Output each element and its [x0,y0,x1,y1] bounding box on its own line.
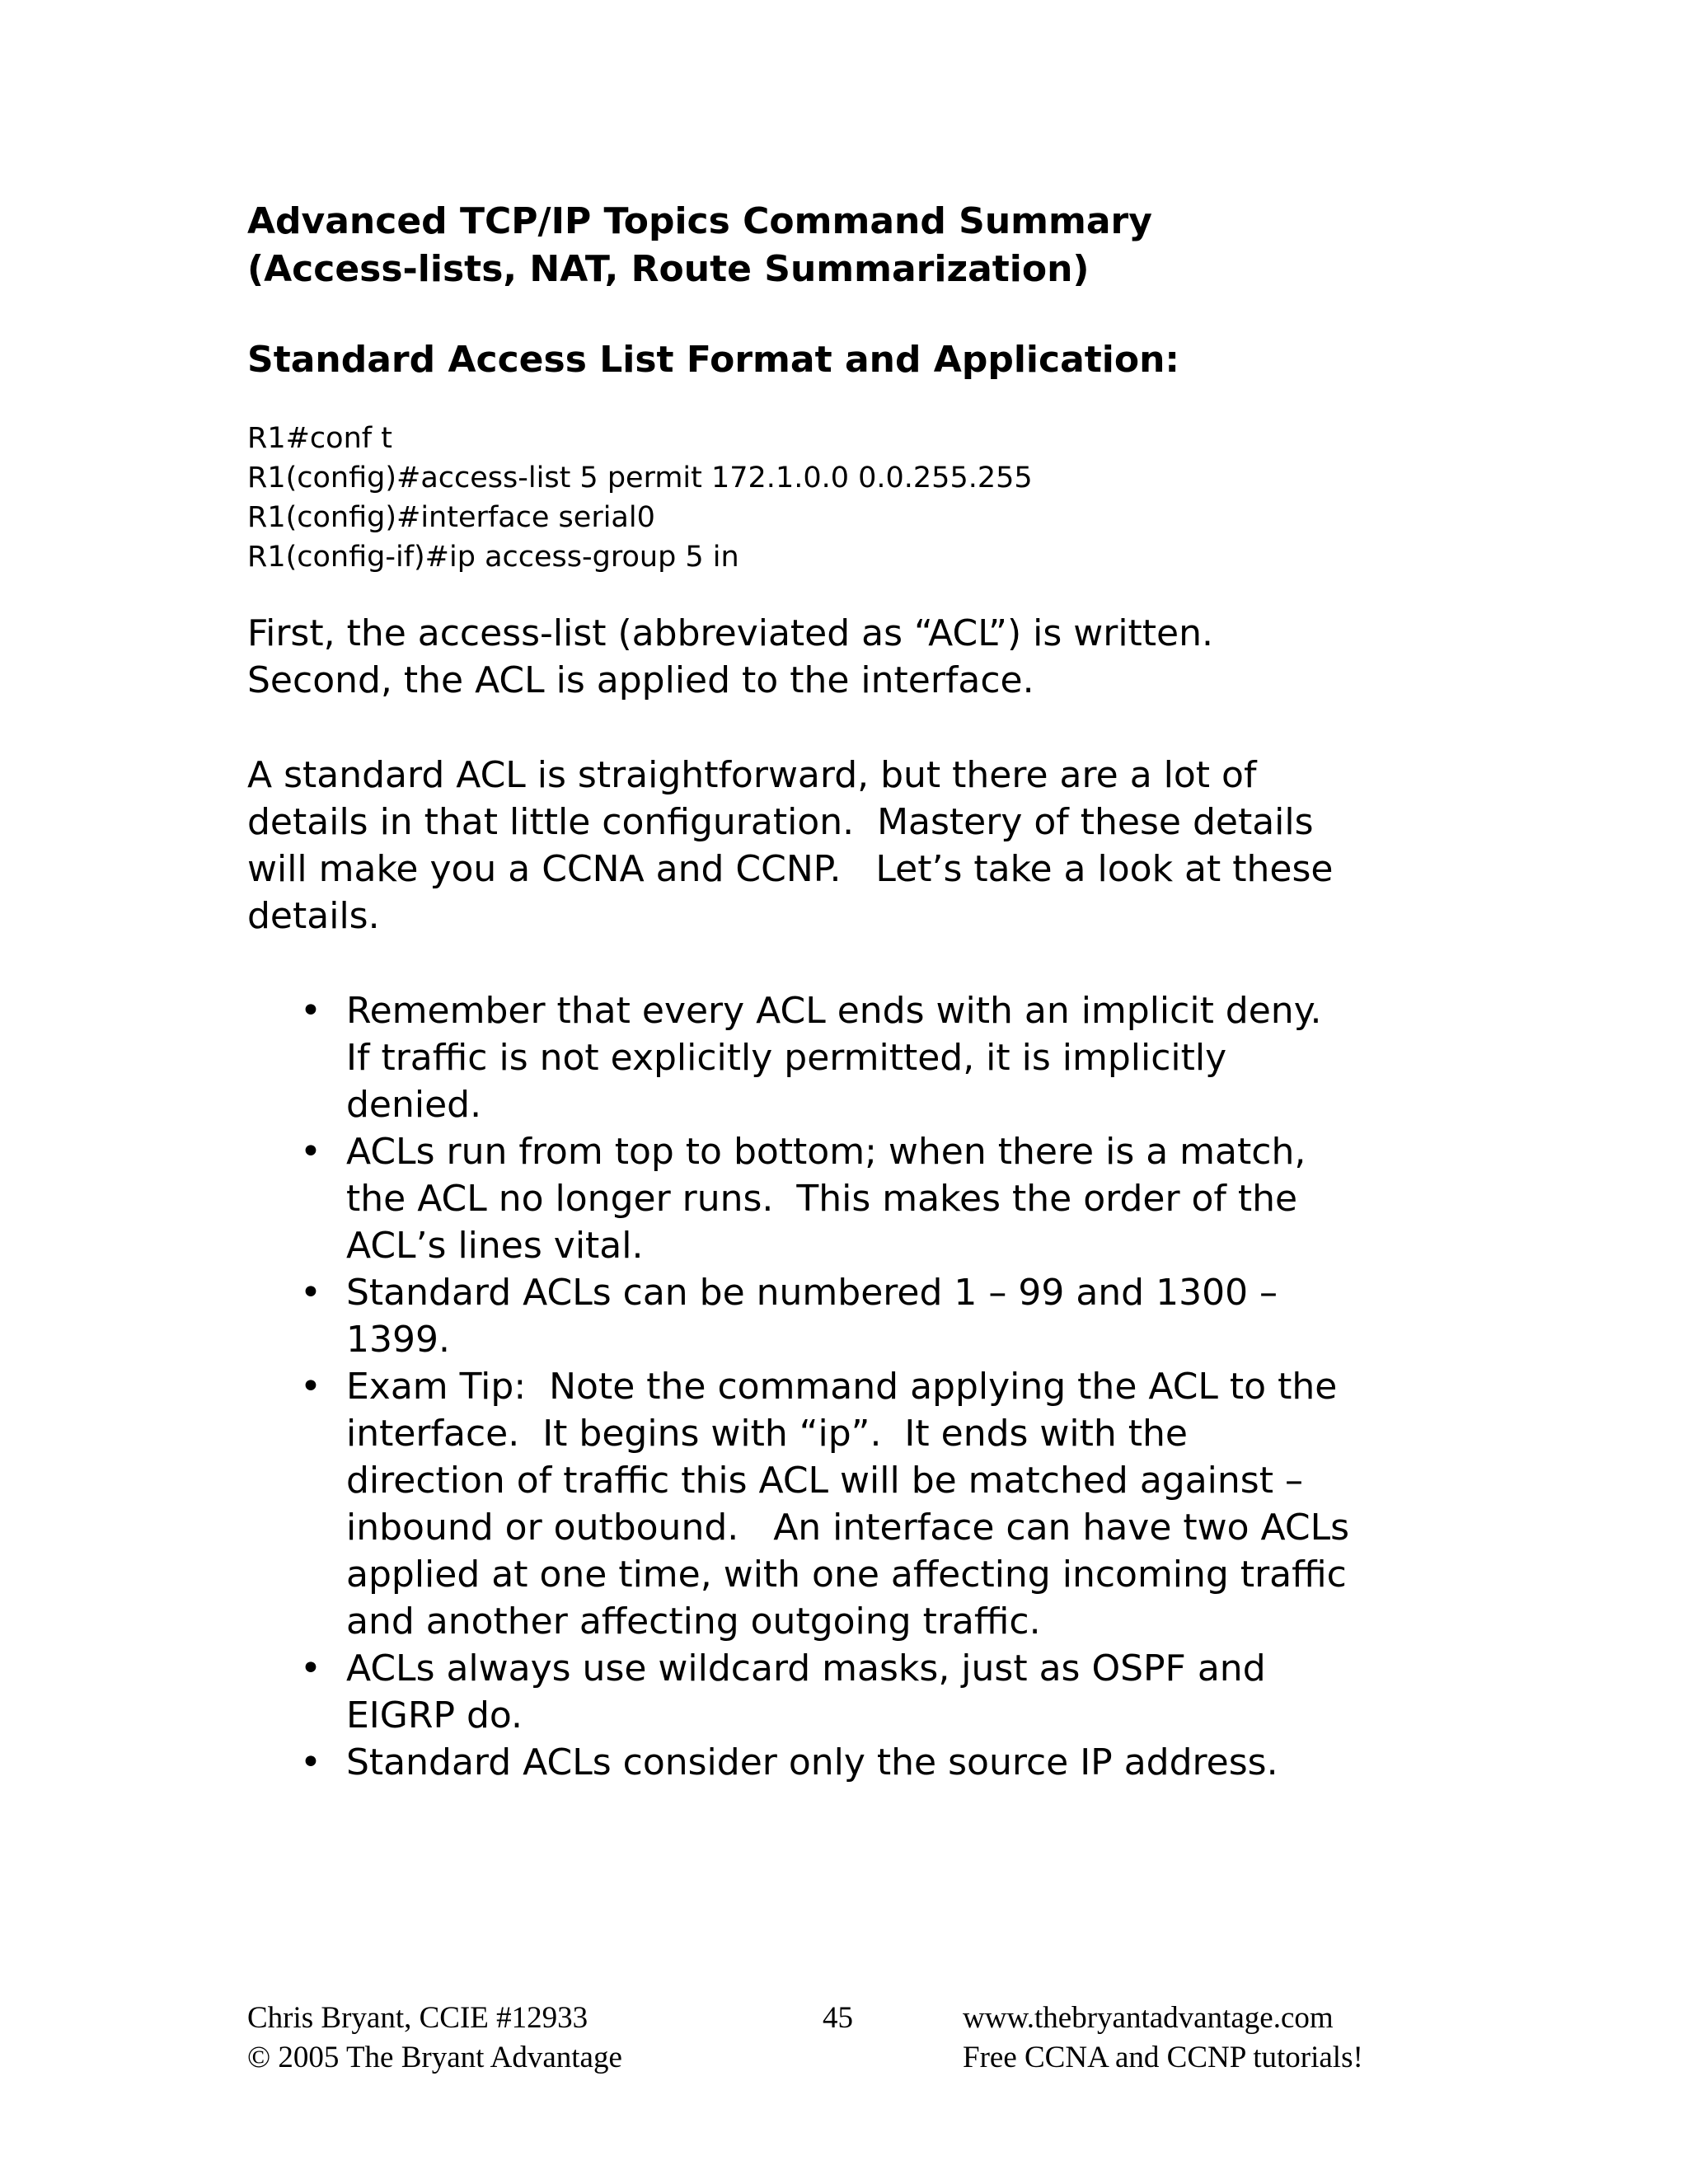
section-heading: Standard Access List Format and Application: [247,339,1180,381]
paragraph-line: will make you a CCNA and CCNP. Let’s take a look at these [247,848,1334,890]
config-code-block [247,419,1442,577]
list-item-line: EIGRP do. [346,1694,523,1736]
list-item-line: If traffic is not explicitly permitted, it is implicitly [346,1037,1227,1079]
bullet-icon: • [300,1131,321,1173]
list-item [247,1363,1442,1645]
title-line-1: Advanced TCP/IP Topics Command Summary [247,200,1152,242]
bullet-icon: • [300,1741,321,1783]
code-line: R1(config)#interface serial0 [247,501,655,534]
bullet-icon: • [300,1647,321,1690]
page-content [247,198,1442,1786]
list-item-line: ACLs run from top to bottom; when there is a match, [346,1131,1306,1173]
list-item [247,1739,1442,1786]
list-item-line: ACL’s lines vital. [346,1225,644,1267]
footer-right [963,1999,1363,2078]
list-item-line: inbound or outbound. An interface can have two ACLs [346,1507,1350,1549]
list-item-line: the ACL no longer runs. This makes the order of the [346,1178,1298,1220]
footer-left [247,1999,622,2078]
list-item-line: denied. [346,1084,482,1126]
footer-center [823,1999,853,2038]
footer-copyright: © 2005 The Bryant Advantage [247,2041,622,2074]
bullet-icon: • [300,1366,321,1408]
code-line: R1#conf t [247,422,392,455]
footer-author: Chris Bryant, CCIE #12933 [247,2001,588,2035]
list-item [247,987,1442,1128]
bullet-icon: • [300,990,321,1032]
list-item-line: Exam Tip: Note the command applying the ACL to the [346,1366,1338,1408]
paragraph-line: A standard ACL is straightforward, but there are a lot of [247,754,1257,796]
list-item-line: Standard ACLs can be numbered 1 – 99 and 1300 – [346,1272,1278,1314]
footer-tagline: Free CCNA and CCNP tutorials! [963,2041,1363,2074]
paragraph-acl-details [247,752,1442,940]
page-footer [247,1999,1442,2089]
list-item-line: Standard ACLs consider only the source IP address. [346,1741,1278,1783]
list-item [247,1645,1442,1739]
list-item-line: 1399. [346,1319,450,1361]
list-item-line: and another affecting outgoing traffic. [346,1601,1041,1643]
paragraph-line: Second, the ACL is applied to the interface. [247,659,1034,701]
page-title [247,198,1442,293]
paragraph-acl-steps [247,610,1442,704]
paragraph-line: details in that little configuration. Mastery of these details [247,801,1314,843]
page-number: 45 [823,2001,853,2035]
list-item-line: ACLs always use wildcard masks, just as OSPF and [346,1647,1266,1690]
code-line: R1(config)#access-list 5 permit 172.1.0.0 0.0.255.255 [247,462,1033,494]
list-item-line: interface. It begins with “ip”. It ends with the [346,1413,1188,1455]
list-item [247,1269,1442,1363]
title-line-2: (Access-lists, NAT, Route Summarization) [247,248,1090,290]
list-item-line: Remember that every ACL ends with an implicit deny. [346,990,1322,1032]
list-item-line: direction of traffic this ACL will be matched against – [346,1460,1303,1502]
acl-facts-list [247,987,1442,1786]
code-line: R1(config-if)#ip access-group 5 in [247,541,739,574]
paragraph-line: details. [247,895,380,937]
footer-website-link: www.thebryantadvantage.com [963,2001,1334,2035]
list-item [247,1128,1442,1269]
list-item-line: applied at one time, with one affecting incoming traffic [346,1554,1347,1596]
paragraph-line: First, the access-list (abbreviated as “ACL”) is written. [247,612,1213,654]
bullet-icon: • [300,1272,321,1314]
